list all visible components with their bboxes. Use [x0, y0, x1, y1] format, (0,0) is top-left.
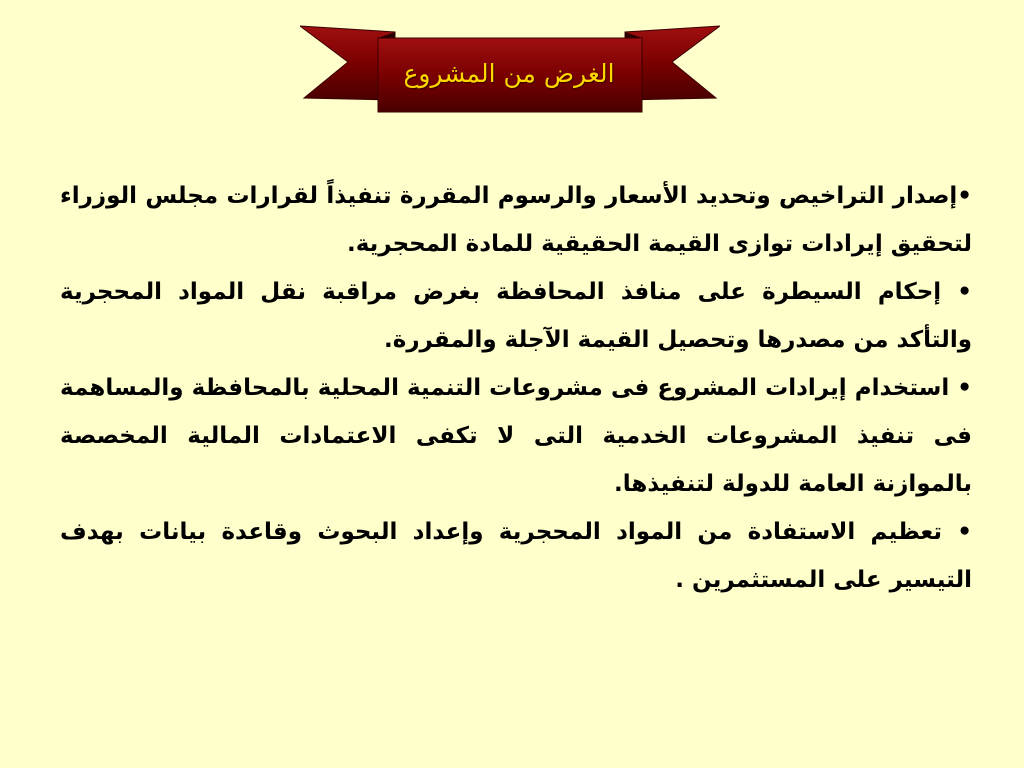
bullet-item: • تعظيم الاستفادة من المواد المحجرية وإعداد البحوث وقاعدة بيانات بهدف التيسير على المستثمرين . [60, 519, 972, 593]
slide-title: الغرض من المشروع [403, 58, 615, 88]
bullet-item: •إصدار التراخيص وتحديد الأسعار والرسوم المقررة تنفيذاً لقرارات مجلس الوزراء لتحقيق إيرادات توازى القيمة الحقيقية للمادة المحجرية. [60, 183, 972, 257]
bullet-item: • استخدام إيرادات المشروع فى مشروعات التنمية المحلية بالمحافظة والمساهمة فى تنفيذ المشروعات الخدمية التى لا تكفى الاعتمادات المالية المخصصة بالموازنة العامة للدولة لتنفيذها. [60, 375, 972, 497]
bullet-item: • إحكام السيطرة على منافذ المحافظة بغرض مراقبة نقل المواد المحجرية والتأكد من مصدرها وتحصيل القيمة الآجلة والمقررة. [60, 279, 972, 353]
bullet-list [60, 172, 972, 604]
